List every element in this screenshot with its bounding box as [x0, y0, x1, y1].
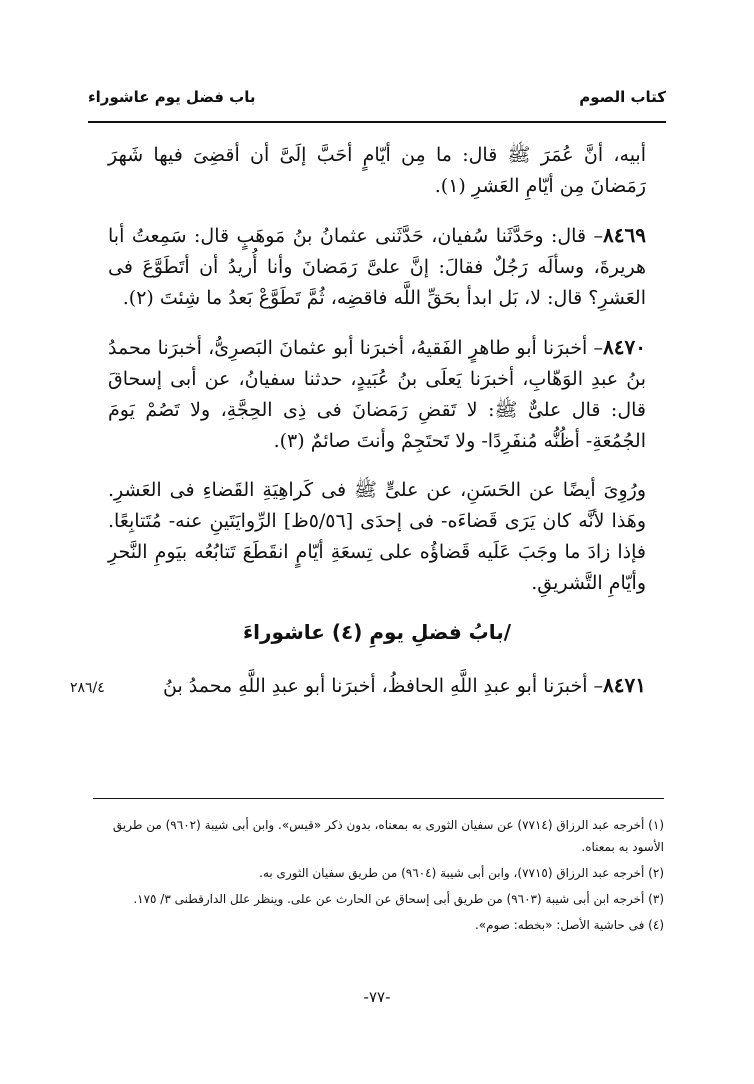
hadith-number: ٨٤٧١	[603, 673, 646, 697]
book-title: كتاب الصوم	[579, 88, 666, 106]
footnotes	[93, 814, 664, 940]
hadith-8471	[108, 670, 646, 702]
hadith-8469	[108, 220, 646, 314]
commentary-paragraph: ورُوِىَ أيضًا عن الحَسَنِ، عن علىٍّ ﷺ فى كَراهِيَةِ القَضاءِ فى العَشرِ. وهَذا لأنَّه كان يَرَى قَضاءَه- فى إحدَى [٥/٥٦ظ] الرِّوايَتَينِ عنه- مُتَتابِعًا. فإذا زادَ ما وجَبَ عَلَيه قَضاؤُه على تِسعَةِ أيّامٍ انقَطَعَ تَتابُعُه بيَومِ النَّحرِ وأيّامِ التَّشريقِ.	[108, 479, 647, 594]
chapter-title: باب فضل يوم عاشوراء	[88, 88, 256, 106]
hadith-text: – أخبرَنا أبو طاهرٍ الفَقيهُ، أخبرَنا أبو عثمانَ البَصرِىُّ، أخبرَنا محمدُ بنُ عبدِ الوَهّابِ، أخبرَنا يَعلَى بنُ عُبَيدٍ، حدثنا سفيانُ، عن أبى إسحاقَ قال: قال علىٌّ ﷺ: لا تَقضِ رَمَضانَ فى ذِى الحِجَّةِ، ولا تَصُمْ يَومَ الجُمُعَةِ- أظُنُّه مُنفَرِدًا- ولا تَحتَجِمْ وأنتَ صائمٌ (٣).	[108, 337, 646, 452]
footnote: (٢) أخرجه عبد الرزاق (٧٧١٥)، وابن أبى شيبة (٩٦٠٤) من طريق سفيان الثورى به.	[259, 866, 664, 880]
hadith-number: ٨٤٧٠	[603, 335, 646, 359]
footnote: (٣) أخرجه ابن أبى شيبة (٩٦٠٣) من طريق أبى إسحاق عن الحارث عن على. وينظر علل الدارقطنى ٣/ ١٧٥.	[133, 892, 664, 906]
page-number: -٧٧-	[363, 988, 391, 1006]
paragraph-continuation: أبيه، أنَّ عُمَرَ ﷺ قال: ما مِن أيّامٍ أحَبَّ إلَىَّ أن أقضِىَ فيها شَهرَ رَمَضانَ مِن أيّامِ العَشرِ (١).	[108, 144, 646, 197]
main-text	[108, 140, 646, 720]
margin-reference: ٢٨٦/٤	[70, 680, 105, 696]
running-header	[88, 84, 666, 112]
hadith-8470	[108, 332, 646, 457]
section-heading: /بابُ فضلِ يومِ (٤) عاشوراءَ	[242, 620, 512, 644]
footnote: (١) أخرجه عبد الرزاق (٧٧١٤) عن سفيان الثورى به بمعناه، بدون ذكر «قيس». وابن أبى شيبة (٩٦٠٢) من طريق الأسود به بمعناه.	[112, 818, 664, 854]
hadith-text: – أخبرَنا أبو عبدِ اللَّهِ الحافظُ، أخبرَنا أبو عبدِ اللَّهِ محمدُ بنُ	[162, 675, 604, 697]
footnote: (٤) فى حاشية الأصل: «بخطه: صوم».	[474, 918, 664, 932]
header-rule	[88, 121, 666, 123]
footnote-rule	[93, 798, 664, 799]
hadith-number: ٨٤٦٩	[603, 223, 646, 247]
hadith-text: – قال: وحَدَّثَنا سُفيان، حَدَّثَنى عثمانُ بنُ مَوهَبٍ قال: سَمِعتُ أبا هريرةَ، وسألَه رَجُلٌ فقالَ: إنَّ علىَّ رَمَضانَ وأنا أُريدُ أن أتَطَوَّعَ فى العَشرِ؟ قال: لا، بَل ابدأ بحَقِّ اللَّه فاقضِه، ثُمَّ تَطَوَّعْ بَعدُ ما شِئتَ (٢).	[108, 225, 646, 309]
